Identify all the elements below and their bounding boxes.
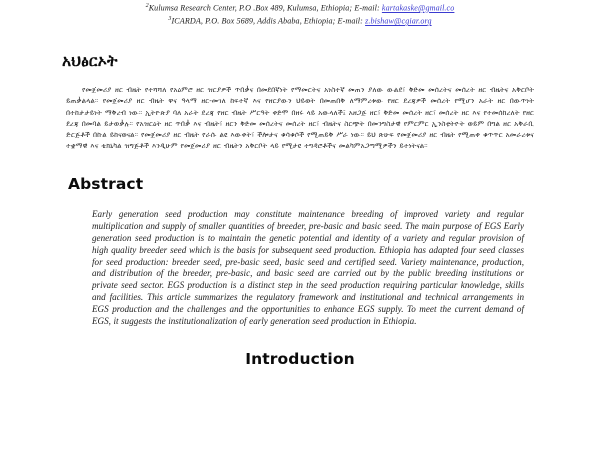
abstract-heading: Abstract [68,174,144,193]
introduction-heading: Introduction [245,350,355,368]
abstract-body: Early generation seed production may constitute maintenance breeding of improved variety and regular multiplication and supply of smaller quantities of breeder, pre-basic and basic seed. The main purpose of EGS Early generation seed production is to maintain the genetic potential and identity of a variety and regular provision of high quality breeder seed which is the basis for subsequent seed production. Ethiopia has adapted four seed classes for seed production: breeder seed, pre-basic seed, basic seed and certified seed. Variety maintenance, production, and distribution of the breeder, pre-basic, and basic seed are carried out by the public breeding institutions or private seed sector. EGS production is a distinct step in the seed production requiring particular knowledge, skills and facilities. This article summarizes the regulatory framework and institutional and technical arrangements in EGS production and the challenges and the opportunities to enhance EGS supply. To meet the current demand of EGS, it suggests the institutionalization of early generation seed production in Ethiopia. [92,208,524,327]
affiliation-line-2 [0,14,600,27]
affiliation-text-2: ICARDA, P.O. Box 5689, Addis Ababa, Ethiopia; E-mail: [171,16,366,26]
affiliation-email-link-2[interactable]: z.bishaw@cgiar.org [365,16,432,26]
affiliation-marker-2: 3 [168,16,172,23]
affiliation-marker-1: 2 [145,3,149,9]
affiliation-block [0,0,600,27]
affiliation-line-1 [0,1,600,14]
affiliation-text-1: Kulumsa Research Center, P.O .Box 489, Kulumsa, Ethiopia; E-mail: [148,3,382,13]
affiliation-email-link-1[interactable]: kartakaske@gmail.co [381,3,455,13]
amharic-abstract-heading: አህፅርኦት [62,52,118,71]
amharic-abstract-body: የመጀመሪያ ዘር ብዜት የተሻሻለ የአዕምሮ ዘር ዝርያዎች ጥበቃና በመደበኛነት የማመርትና አነስተኛ መጠን ያለው ውልደ፣ ቅድመ መሰረትና መሰረት ዘር ብዜትና አቅርቦት ይጠቃልላል። የመጀመሪያ ዘር ብዜት ዋና ዓላማ ዘር-መገለ ከፍተኛ እና የዘርያውን ህይወት በመጠበቅ ለማምረቱው የዘር ደረጃዎች መሰረት የሚሆን አራት ዘር በውጥነት በተከታታይነት ማቅረብ ነው። ኢትዮጵያ ባለ አራት ደረጃ የዘር ብዜት ሥርዓት ቀድሞ በዘሩ ላይ አውላለች፤ አዘጋጅ ዘር፣ ቅድመ መሰረት ዘር፣ መሰረት ዘር እና የተመሰከረለት የዘር ደረጃ በመባል ይታወቃሉ። የአዝርዕት ዘር ጥበቃ እና ብዜት፣ ዘርን ቅድመ መሰረትና መሰረት ዘር፣ ብዜትና ስርጭት በመንግስታዊ የምርምር ኢንስቲትዮት ወይም በግል ዘር አቅራቢ ድርጅቶች በኩል ይከናወናል። የመጀመሪያ ዘር ብዜት የራሱ ልዩ እውቀት፣ ችሎታና ቁሳቁሶች የሚጠይቅ ሥራ ነው። ይህ ጽሁፍ የመጀመሪያ ዘር ብዜት የሚጠቀ ቁጥጥር አመራረቱና ተቋማዊ እና ቴክኒካል ዝግጅቶች እንዲሁም የመጀመሪያ ዘር ብዜትን አቅርቦት ላይ የሚታዩ ተግዳሮቶችና መልካምአጋጣሚዎችን ይተነትናል። [66,85,534,150]
